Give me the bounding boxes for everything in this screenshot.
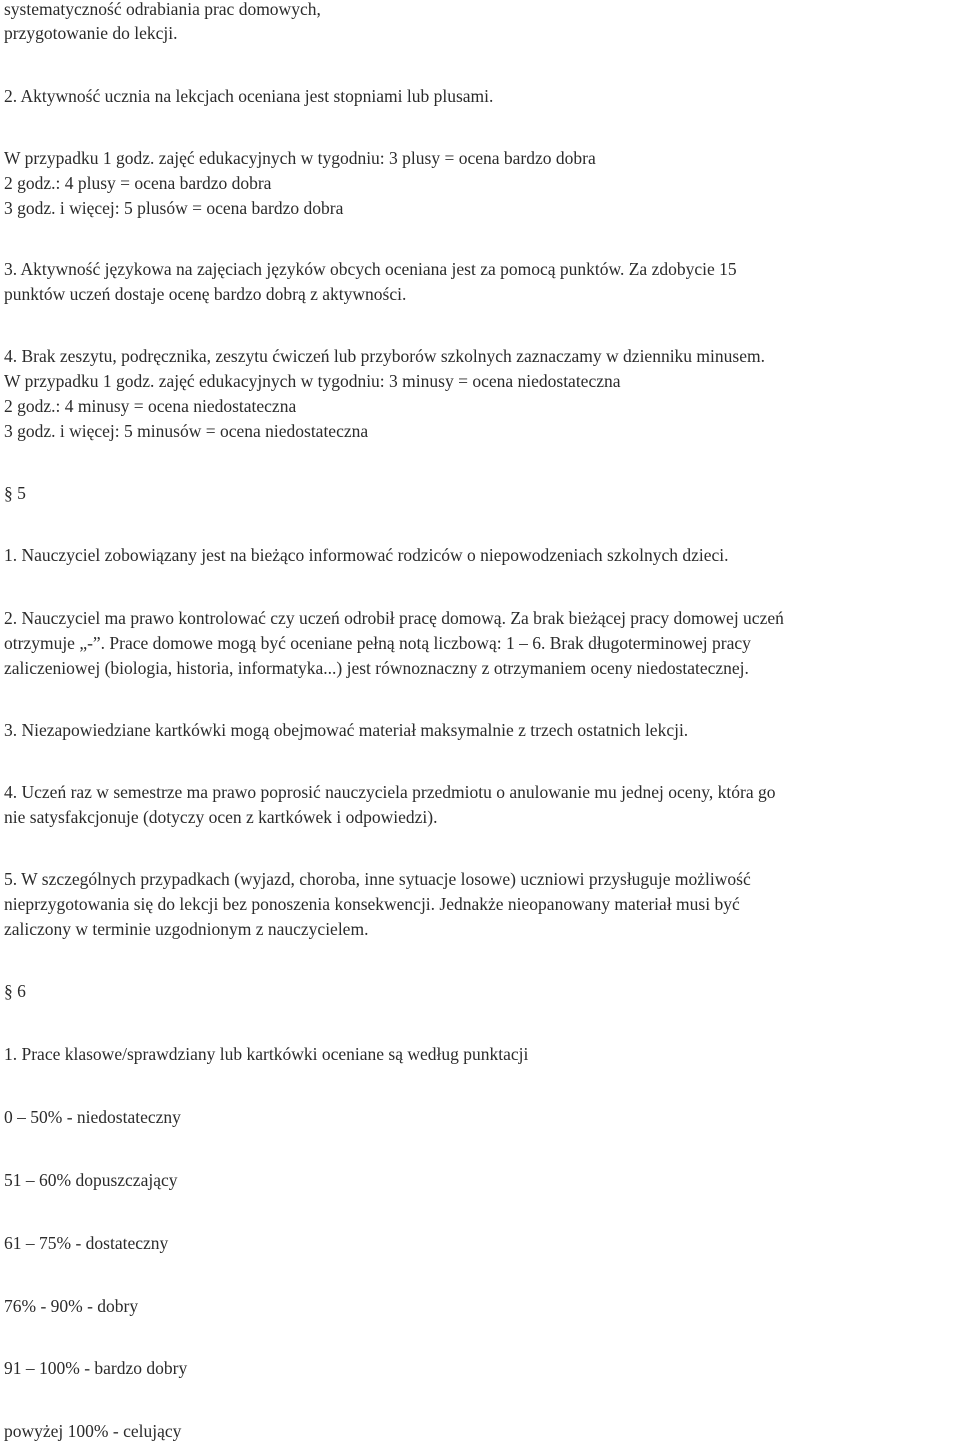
grade-scale-row: powyżej 100% - celujący <box>4 1421 182 1441</box>
grade-scale-row: 0 – 50% - niedostateczny <box>4 1107 181 1127</box>
section-5-item-5-continuation: zaliczony w terminie uzgodnionym z nauczycielem. <box>4 919 369 939</box>
text-line-continuation: systematyczność odrabiania prac domowych, <box>4 0 321 19</box>
section-5-item-5: 5. W szczególnych przypadkach (wyjazd, choroba, inne sytuacje losowe) uczniowi przysługuje możliwość <box>4 869 751 889</box>
section-heading-5: § 5 <box>4 483 26 503</box>
grade-scale-row: 76% - 90% - dobry <box>4 1296 139 1316</box>
section-6-item-1: 1. Prace klasowe/sprawdziany lub kartkówki oceniane są według punktacji <box>4 1044 529 1064</box>
rule-3-language-activity: 3. Aktywność językowa na zajęciach języków obcych oceniana jest za pomocą punktów. Za zdobycie 15 <box>4 259 737 279</box>
rule-2-detail-1: W przypadku 1 godz. zajęć edukacyjnych w tygodniu: 3 plusy = ocena bardzo dobra <box>4 148 596 168</box>
rule-2-detail-3: 3 godz. i więcej: 5 plusów = ocena bardzo dobra <box>4 198 344 218</box>
document-page <box>4 0 956 1446</box>
section-5-item-1: 1. Nauczyciel zobowiązany jest na bieżąco informować rodziców o niepowodzeniach szkolnych dzieci. <box>4 545 729 565</box>
text-line-continuation: przygotowanie do lekcji. <box>4 23 178 43</box>
grade-scale-row: 91 – 100% - bardzo dobry <box>4 1358 188 1378</box>
section-heading-6: § 6 <box>4 981 26 1001</box>
section-5-item-4-continuation: nie satysfakcjonuje (dotyczy ocen z kartkówek i odpowiedzi). <box>4 807 438 827</box>
section-5-item-2-continuation: zaliczeniowej (biologia, historia, informatyka...) jest równoznaczny z otrzymaniem oceny niedostatecznej. <box>4 658 749 678</box>
rule-4-missing-materials: 4. Brak zeszytu, podręcznika, zeszytu ćwiczeń lub przyborów szkolnych zaznaczamy w dzienniku minusem. <box>4 346 765 366</box>
grade-scale-row: 51 – 60% dopuszczający <box>4 1170 178 1190</box>
rule-3-continuation: punktów uczeń dostaje ocenę bardzo dobrą z aktywności. <box>4 284 407 304</box>
rule-2-detail-2: 2 godz.: 4 plusy = ocena bardzo dobra <box>4 173 272 193</box>
section-5-item-2: 2. Nauczyciel ma prawo kontrolować czy uczeń odrobił pracę domową. Za brak bieżącej pracy domowej uczeń <box>4 608 784 628</box>
section-5-item-3: 3. Niezapowiedziane kartkówki mogą obejmować materiał maksymalnie z trzech ostatnich lekcji. <box>4 720 689 740</box>
section-5-item-5-continuation: nieprzygotowania się do lekcji bez ponoszenia konsekwencji. Jednakże nieopanowany materiał musi być <box>4 894 740 914</box>
rule-2-activity: 2. Aktywność ucznia na lekcjach oceniana jest stopniami lub plusami. <box>4 86 494 106</box>
rule-4-detail-2: 2 godz.: 4 minusy = ocena niedostateczna <box>4 396 297 416</box>
section-5-item-4: 4. Uczeń raz w semestrze ma prawo poprosić nauczyciela przedmiotu o anulowanie mu jednej oceny, która go <box>4 782 776 802</box>
grade-scale-row: 61 – 75% - dostateczny <box>4 1233 169 1253</box>
rule-4-detail-1: W przypadku 1 godz. zajęć edukacyjnych w tygodniu: 3 minusy = ocena niedostateczna <box>4 371 621 391</box>
rule-4-detail-3: 3 godz. i więcej: 5 minusów = ocena niedostateczna <box>4 421 369 441</box>
section-5-item-2-continuation: otrzymuje „-”. Prace domowe mogą być oceniane pełną notą liczbową: 1 – 6. Brak długoterminowej pracy <box>4 633 751 653</box>
